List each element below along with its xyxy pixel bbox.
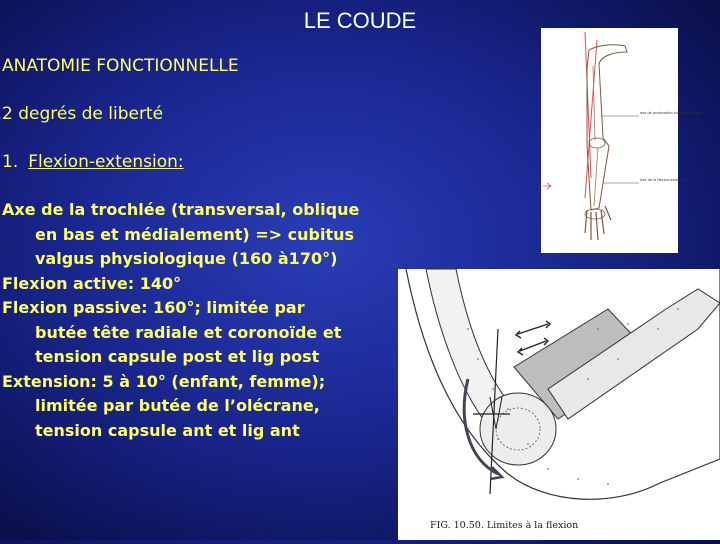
paragraph-flexion-passive: Flexion passive: 160°; limitée par butée tête radiale et coronoïde et tension capsule post et lig post xyxy=(2,298,342,366)
flexion-limits-figure xyxy=(398,269,720,540)
figure-caption: FIG. 10.50. Limites à la flexion xyxy=(430,520,579,531)
paragraph-flexion-active: Flexion active: 140° xyxy=(2,273,182,293)
arrow-upper xyxy=(516,321,550,338)
list-item-flexion xyxy=(2,152,184,172)
figure-label-2: Axe de la flexion-extension xyxy=(640,178,688,182)
paragraph-axis: Axe de la trochlée (transversal, oblique en bas et médialement) => cubitus valgus physiologique (160 à170°) xyxy=(2,200,360,268)
subheading: 2 degrés de liberté xyxy=(2,104,164,124)
list-item-label: Flexion-extension: xyxy=(28,152,184,172)
hand-drawing xyxy=(585,206,611,240)
section-heading: ANATOMIE FONCTIONNELLE xyxy=(2,56,239,76)
list-item-number: 1. xyxy=(2,152,19,172)
figure-label-1: axe de prolonation huméro-ulnaire xyxy=(640,111,701,115)
slide-title: LE COUDE xyxy=(303,8,417,33)
arm-axes-figure xyxy=(541,28,701,253)
paragraph-extension: Extension: 5 à 10° (enfant, femme); limitée par butée de l’olécrane, tension capsule ant et lig ant xyxy=(2,371,326,440)
body-text xyxy=(2,198,362,443)
